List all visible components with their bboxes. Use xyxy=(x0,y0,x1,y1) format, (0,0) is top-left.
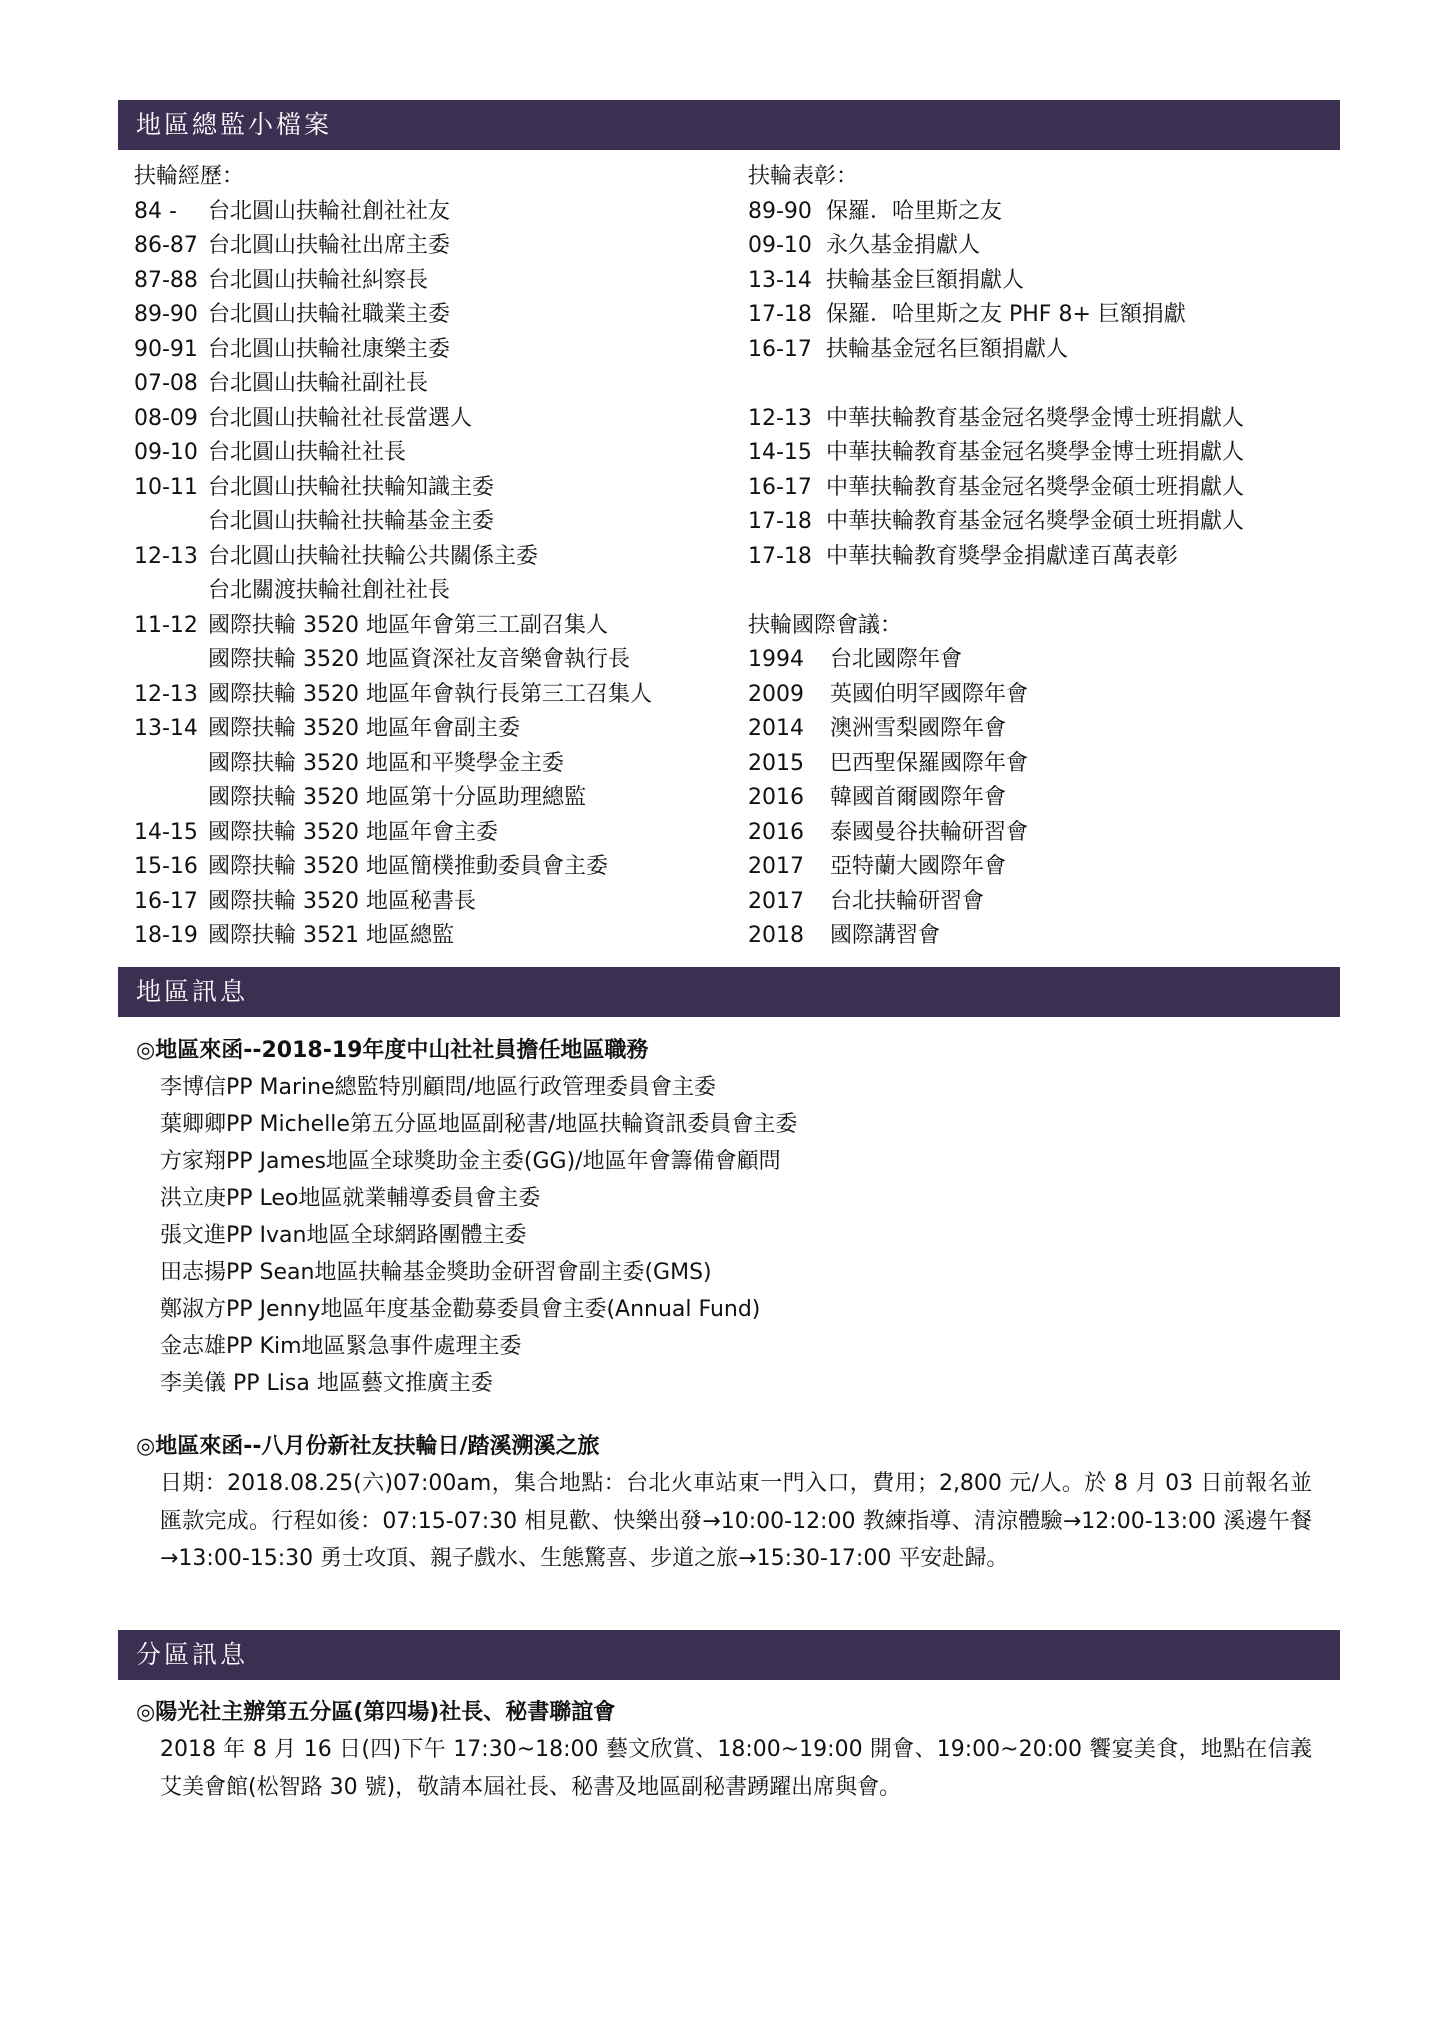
news-line: 方家翔PP James地區全球獎助金主委(GG)/地區年會籌備會顧問 xyxy=(160,1149,781,1174)
honor-item xyxy=(748,402,1338,437)
area-news-item-1 xyxy=(136,1694,1336,1806)
news-body: 日期：2018.08.25(六)07:00am，集合地點：台北火車站東一門入口，費用；2,800 元/人。於 8 月 03 日前報名並匯款完成。行程如後：07:15-07:30 相見歡、快樂出發→10:00-12:00 教練指導、清涼體驗→12:00-13:00 溪邊午餐→13:00-15:30 勇士攻頂、親子戲水、生態驚喜、步道之旅→15:30-17:00 平安赴歸。 xyxy=(160,1471,1312,1571)
conferences-heading: 扶輪國際會議： xyxy=(748,612,903,638)
conference-item xyxy=(748,885,1338,920)
experience-item-text: 國際扶輪 3520 地區資深社友音樂會執行長 xyxy=(208,647,630,672)
experience-item xyxy=(134,850,734,885)
honor-item-text: 中華扶輪教育基金冠名獎學金碩士班捐獻人 xyxy=(826,509,1245,534)
experience-item xyxy=(134,919,734,954)
news-title: ◎地區來函--八月份新社友扶輪日/踏溪溯溪之旅 xyxy=(136,1434,600,1459)
conference-item-text: 韓國首爾國際年會 xyxy=(830,785,1007,810)
experience-item-text: 國際扶輪 3521 地區總監 xyxy=(208,923,454,948)
experience-item-text: 國際扶輪 3520 地區年會第三工副召集人 xyxy=(208,612,608,638)
experience-item xyxy=(134,885,734,920)
experience-item-text: 國際扶輪 3520 地區簡樸推動委員會主委 xyxy=(208,854,608,879)
honor-item xyxy=(748,471,1338,506)
conference-item xyxy=(748,747,1338,782)
experience-item-text: 國際扶輪 3520 地區秘書長 xyxy=(208,888,476,914)
news-title: ◎地區來函--2018-19年度中山社社員擔任地區職務 xyxy=(136,1038,649,1063)
experience-item-text: 台北圓山扶輪社副社長 xyxy=(208,371,429,396)
experience-item-year: 14-15 xyxy=(134,819,198,845)
experience-item-year: 10-11 xyxy=(134,474,198,500)
honor-item-year: 17-18 xyxy=(748,509,812,534)
experience-item xyxy=(134,195,734,230)
honor-item xyxy=(748,264,1338,299)
experience-item xyxy=(134,436,734,471)
experience-item-text: 國際扶輪 3520 地區第十分區助理總監 xyxy=(208,785,586,810)
experience-item-year: 09-10 xyxy=(134,440,198,465)
experience-item-year: 13-14 xyxy=(134,716,198,741)
honor-item-year: 13-14 xyxy=(748,267,812,293)
honor-item-year: 16-17 xyxy=(748,474,812,500)
experience-item-text: 國際扶輪 3520 地區和平獎學金主委 xyxy=(208,750,564,776)
honor-item-text: 扶輪基金巨額捐獻人 xyxy=(826,267,1025,293)
news-line: 李博信PP Marine總監特別顧問/地區行政管理委員會主委 xyxy=(160,1075,717,1100)
experience-item xyxy=(134,609,734,644)
honor-item-text: 永久基金捐獻人 xyxy=(826,233,981,258)
conference-item xyxy=(748,919,1338,954)
experience-item xyxy=(134,298,734,333)
conference-item-year: 2017 xyxy=(748,888,804,914)
conference-item-year: 2018 xyxy=(748,923,804,948)
honors-column xyxy=(748,160,1338,954)
news-lines xyxy=(136,1069,1336,1402)
honor-item-text: 保羅．哈里斯之友 xyxy=(826,198,1003,224)
experience-item-text: 國際扶輪 3520 地區年會執行長第三工召集人 xyxy=(208,681,652,707)
section-header-district-news: 地區訊息 xyxy=(118,967,1340,1017)
experience-item-year: 16-17 xyxy=(134,888,198,914)
experience-heading: 扶輪經歷： xyxy=(134,164,245,189)
experience-item xyxy=(134,471,734,506)
section-header-profile: 地區總監小檔案 xyxy=(118,100,1340,150)
experience-item xyxy=(134,574,734,609)
experience-column xyxy=(134,160,734,954)
honor-item-year: 17-18 xyxy=(748,302,812,327)
experience-item xyxy=(134,678,734,713)
honor-item-year: 14-15 xyxy=(748,440,812,465)
experience-list xyxy=(134,195,734,954)
conference-item-text: 亞特蘭大國際年會 xyxy=(830,854,1007,879)
honor-item-text: 中華扶輪教育獎學金捐獻達百萬表彰 xyxy=(826,543,1179,569)
experience-item xyxy=(134,816,734,851)
experience-item-year: 18-19 xyxy=(134,923,198,948)
conference-item-text: 國際講習會 xyxy=(830,923,941,948)
honor-item-year: 12-13 xyxy=(748,405,812,431)
honor-item xyxy=(748,540,1338,575)
news-line: 金志雄PP Kim地區緊急事件處理主委 xyxy=(160,1334,522,1359)
experience-item xyxy=(134,229,734,264)
honor-item xyxy=(748,505,1338,540)
experience-item-year: 12-13 xyxy=(134,543,198,569)
experience-item xyxy=(134,712,734,747)
experience-item-year: 15-16 xyxy=(134,854,198,879)
experience-item-text: 國際扶輪 3520 地區年會副主委 xyxy=(208,716,520,741)
experience-item-text: 台北圓山扶輪社出席主委 xyxy=(208,233,451,258)
experience-item-year: 87-88 xyxy=(134,267,198,293)
conference-item-text: 澳洲雪梨國際年會 xyxy=(830,716,1007,741)
honor-item xyxy=(748,333,1338,368)
conference-item-text: 泰國曼谷扶輪研習會 xyxy=(830,819,1029,845)
honor-item xyxy=(748,195,1338,230)
honor-item-text: 中華扶輪教育基金冠名獎學金博士班捐獻人 xyxy=(826,440,1245,465)
honors-list xyxy=(748,195,1338,368)
honors-heading: 扶輪表彰： xyxy=(748,164,859,189)
experience-item xyxy=(134,333,734,368)
conference-item xyxy=(748,678,1338,713)
experience-item-year: 90-91 xyxy=(134,336,198,362)
experience-item-text: 台北圓山扶輪社扶輪知識主委 xyxy=(208,474,495,500)
news-line: 李美儀 PP Lisa 地區藝文推廣主委 xyxy=(160,1371,493,1396)
experience-item-year: 89-90 xyxy=(134,302,198,327)
experience-item-text: 台北圓山扶輪社糾察長 xyxy=(208,267,429,293)
conference-item-year: 2017 xyxy=(748,854,804,879)
honors-list-2 xyxy=(748,402,1338,575)
experience-item-year: 07-08 xyxy=(134,371,198,396)
section-header-area-news: 分區訊息 xyxy=(118,1630,1340,1680)
experience-item xyxy=(134,643,734,678)
experience-item-text: 台北圓山扶輪社社長 xyxy=(208,440,407,465)
experience-item-text: 台北圓山扶輪社扶輪公共關係主委 xyxy=(208,543,539,569)
experience-item-text: 台北圓山扶輪社職業主委 xyxy=(208,302,451,327)
experience-item xyxy=(134,505,734,540)
honor-item-year: 09-10 xyxy=(748,233,812,258)
experience-item xyxy=(134,747,734,782)
experience-item-text: 台北圓山扶輪社扶輪基金主委 xyxy=(208,509,495,534)
conference-item xyxy=(748,781,1338,816)
honor-item-text: 中華扶輪教育基金冠名獎學金碩士班捐獻人 xyxy=(826,474,1245,500)
experience-item xyxy=(134,367,734,402)
honor-item xyxy=(748,298,1338,333)
experience-item xyxy=(134,781,734,816)
honor-item-text: 中華扶輪教育基金冠名獎學金博士班捐獻人 xyxy=(826,405,1245,431)
conference-item-text: 英國伯明罕國際年會 xyxy=(830,681,1029,707)
conference-item xyxy=(748,643,1338,678)
experience-item-text: 台北圓山扶輪社社長當選人 xyxy=(208,405,473,431)
conference-item-year: 2009 xyxy=(748,681,804,707)
experience-item-year: 12-13 xyxy=(134,681,198,707)
conference-item-year: 2016 xyxy=(748,785,804,810)
conference-item-text: 巴西聖保羅國際年會 xyxy=(830,750,1029,776)
experience-item xyxy=(134,402,734,437)
conference-item xyxy=(748,850,1338,885)
experience-item-year: 08-09 xyxy=(134,405,198,431)
news-body: 2018 年 8 月 16 日(四)下午 17:30~18:00 藝文欣賞、18:00~19:00 開會、19:00~20:00 饗宴美食，地點在信義艾美會館(松智路 30 號)，敬請本屆社長、秘書及地區副秘書踴躍出席與會。 xyxy=(160,1737,1312,1800)
district-news-item-1 xyxy=(136,1032,1336,1402)
conference-item xyxy=(748,712,1338,747)
experience-item-year: 86-87 xyxy=(134,233,198,258)
honor-item xyxy=(748,436,1338,471)
experience-item-year: 84 - xyxy=(134,198,177,224)
conference-item-text: 台北扶輪研習會 xyxy=(830,888,985,914)
experience-item-text: 台北圓山扶輪社康樂主委 xyxy=(208,336,451,362)
honor-item-year: 89-90 xyxy=(748,198,812,224)
experience-item-text: 國際扶輪 3520 地區年會主委 xyxy=(208,819,498,845)
conference-item xyxy=(748,816,1338,851)
news-line: 張文進PP Ivan地區全球網路團體主委 xyxy=(160,1223,527,1248)
district-news-item-2 xyxy=(136,1428,1336,1578)
news-line: 洪立庚PP Leo地區就業輔導委員會主委 xyxy=(160,1186,541,1211)
conference-item-year: 2015 xyxy=(748,750,804,776)
news-line: 鄭淑方PP Jenny地區年度基金勸募委員會主委(Annual Fund) xyxy=(160,1297,761,1322)
experience-item-text: 台北圓山扶輪社創社社友 xyxy=(208,198,451,224)
experience-item-text: 台北關渡扶輪社創社社長 xyxy=(208,578,451,603)
conference-item-year: 1994 xyxy=(748,647,804,672)
honor-item-year: 16-17 xyxy=(748,336,812,362)
honor-item xyxy=(748,229,1338,264)
honor-item-text: 扶輪基金冠名巨額捐獻人 xyxy=(826,336,1069,362)
conference-item-year: 2016 xyxy=(748,819,804,845)
news-line: 田志揚PP Sean地區扶輪基金獎助金研習會副主委(GMS) xyxy=(160,1260,712,1285)
news-line: 葉卿卿PP Michelle第五分區地區副秘書/地區扶輪資訊委員會主委 xyxy=(160,1112,798,1137)
honor-item-text: 保羅．哈里斯之友 PHF 8+ 巨額捐獻 xyxy=(826,302,1186,327)
news-title: ◎陽光社主辦第五分區(第四場)社長、秘書聯誼會 xyxy=(136,1700,616,1725)
conference-item-year: 2014 xyxy=(748,716,804,741)
experience-item xyxy=(134,264,734,299)
honor-item-year: 17-18 xyxy=(748,543,812,569)
conference-item-text: 台北國際年會 xyxy=(830,647,963,672)
experience-item-year: 11-12 xyxy=(134,612,198,638)
conferences-list xyxy=(748,643,1338,954)
experience-item xyxy=(134,540,734,575)
